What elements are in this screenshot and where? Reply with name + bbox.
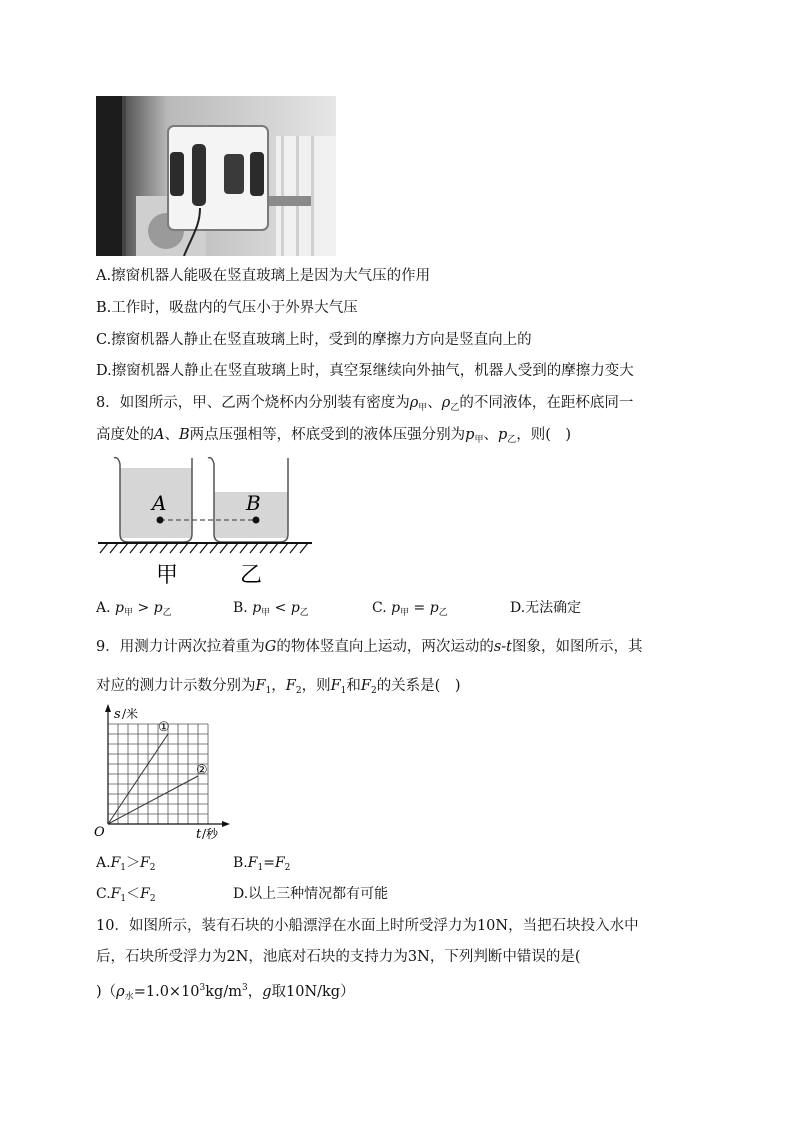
q8-option-a: A. $p_甲 > p_乙$ — [96, 600, 172, 618]
q8-option-c: C. $p_甲 = p_乙$ — [372, 600, 448, 618]
x-axis-unit: /秒 — [202, 827, 219, 841]
origin-label: O — [94, 825, 105, 840]
point-b-label: B — [246, 491, 261, 515]
q9-option-b: $B.F_1=F_2$ — [233, 855, 291, 873]
window-robot-photo — [96, 96, 336, 256]
q10-stem-line3: )（$\rho_水=1.0\times 10^3kg/m^3$，g取10N/kg） — [96, 983, 355, 1002]
q8-option-b: B. $p_甲 < p_乙$ — [233, 600, 309, 618]
point-a-label: A — [152, 491, 167, 515]
q9-stem-line1: 9．用测力计两次拉着重为G的物体竖直向上运动，两次运动的s-t图象，如图所示，其 — [96, 639, 643, 655]
q9-option-c: $C.F_1<F_2$ — [96, 886, 156, 904]
beaker-yi-label: 乙 — [240, 563, 263, 588]
q9-option-a: $A.F_1>F_2$ — [96, 855, 156, 873]
q8-stem-line2: 高度处的A、B两点压强相等，杯底受到的液体压强分别为$p_甲$、$p_乙$，则( ) — [96, 427, 572, 445]
q8-stem-line1: 8．如图所示，甲、乙两个烧杯内分别装有密度为$\rho_甲$、$\rho_乙$的不同液体，在距杯底同一 — [96, 395, 634, 413]
q8-option-d: D.无法确定 — [510, 600, 582, 616]
line-1-label: ① — [158, 720, 170, 735]
q9-stem-line2: 对应的测力计示数分别为$F_1$，$F_2$，则$F_1$和$F_2$的关系是( ) — [96, 678, 461, 696]
beaker-jia-label: 甲 — [156, 563, 179, 588]
st-graph — [92, 700, 252, 845]
y-axis-unit: /米 — [122, 707, 139, 721]
q10-stem-line2: 后，石块所受浮力为2N，池底对石块的支持力为3N，下列判断中错误的是( — [96, 949, 581, 965]
q7-option-a: A.擦窗机器人能吸在竖直玻璃上是因为大气压的作用 — [96, 268, 431, 284]
line-2-label: ② — [196, 763, 208, 778]
q7-option-d: D.擦窗机器人静止在竖直玻璃上时，真空泵继续向外抽气，机器人受到的摩擦力变大 — [96, 363, 634, 379]
y-axis-var: s — [114, 707, 121, 722]
q7-option-c: C.擦窗机器人静止在竖直玻璃上时，受到的摩擦力方向是竖直向上的 — [96, 332, 532, 348]
q7-option-b: B.工作时，吸盘内的气压小于外界大气压 — [96, 300, 358, 316]
x-axis-var: t — [196, 827, 202, 842]
q9-option-d: D.以上三种情况都有可能 — [233, 886, 389, 902]
q10-stem-line1: 10．如图所示，装有石块的小船漂浮在水面上时所受浮力为10N，当把石块投入水中 — [96, 918, 639, 934]
beakers-figure — [96, 450, 316, 588]
